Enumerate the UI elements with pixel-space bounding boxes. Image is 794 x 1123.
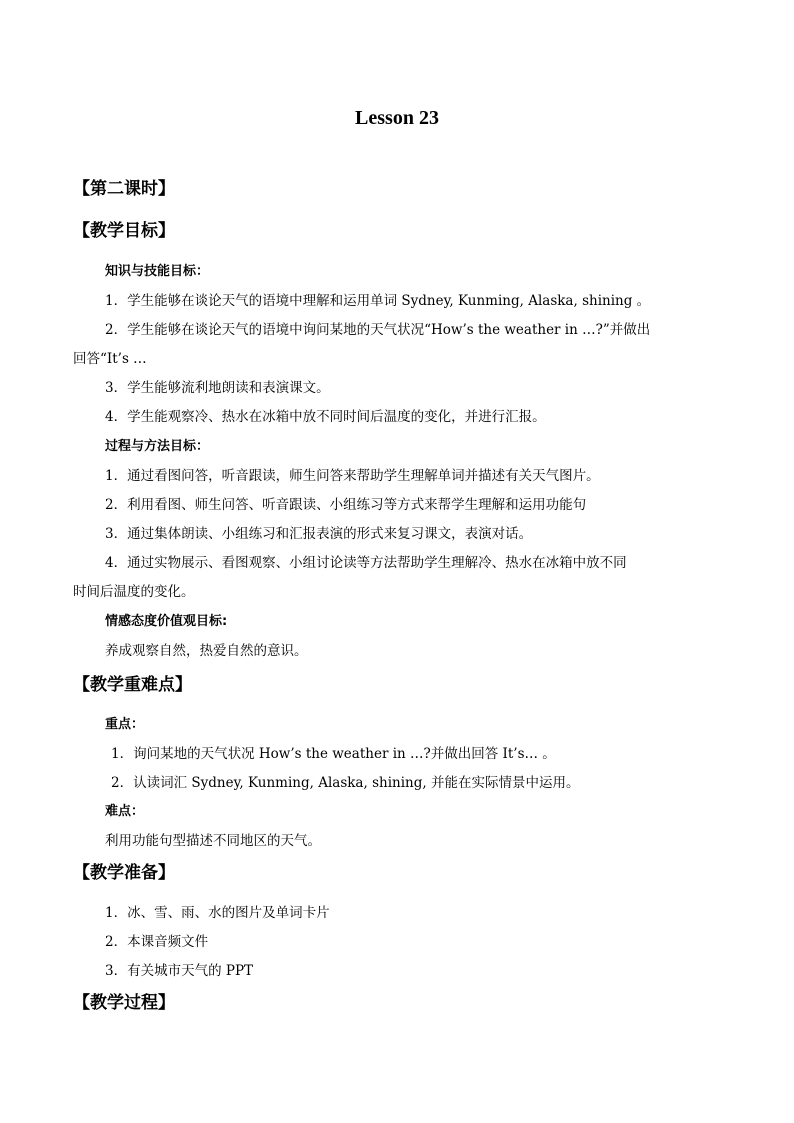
preparation-item: 3．有关城市天气的 PPT [105,963,254,979]
knowledge-item: 1．学生能够在谈论天气的语境中理解和运用单词 Sydney, Kunming, Alaska, shining 。 [105,293,651,309]
period-heading: 【第二课时】 [73,179,175,199]
knowledge-item: 4．学生能观察冷、热水在冰箱中放不同时间后温度的变化，并进行汇报。 [105,409,546,425]
process-item: 3．通过集体朗读、小组练习和汇报表演的形式来复习课文，表演对话。 [105,526,533,542]
process-item: 时间后温度的变化。 [73,584,195,600]
knowledge-item: 2．学生能够在谈论天气的语境中询问某地的天气状况“How’s the weather in …?”并做出 [105,322,651,338]
emotion-heading: 情感态度价值观目标: [105,614,228,629]
preparation-item: 1．冰、雪、雨、水的图片及单词卡片 [105,905,330,921]
preparation-item: 2．本课音频文件 [105,934,209,950]
process-heading: 过程与方法目标： [105,439,210,454]
focus-heading: 重点： [105,717,145,732]
difficulty-heading: 难点： [105,804,145,819]
difficulty-text: 利用功能句型描述不同地区的天气。 [105,833,321,849]
process-item: 4．通过实物展示、看图观察、小组讨论读等方法帮助学生理解冷、热水在冰箱中放不同 [105,555,627,571]
key-points-heading: 【教学重难点】 [73,675,192,695]
preparation-heading: 【教学准备】 [73,863,175,883]
process-item: 2．利用看图、师生问答、听音跟读、小组练习等方式来帮学生理解和运用功能句 [105,497,587,513]
teaching-process-heading: 【教学过程】 [73,993,175,1013]
knowledge-item: 回答“It’s … [73,351,147,367]
objectives-heading: 【教学目标】 [73,221,175,241]
lesson-title: Lesson 23 [355,107,439,129]
focus-item: 1．询问某地的天气状况 How’s the weather in …?并做出回答 It’s… 。 [111,746,556,762]
focus-item: 2．认读词汇 Sydney, Kunming, Alaska, shining, 并能在实际情景中运用。 [111,775,580,791]
process-item: 1．通过看图问答，听音跟读，师生问答来帮助学生理解单词并描述有关天气图片。 [105,468,600,484]
knowledge-item: 3．学生能够流利地朗读和表演课文。 [105,380,330,396]
knowledge-heading: 知识与技能目标： [105,264,210,279]
emotion-text: 养成观察自然，热爱自然的意识。 [105,643,308,659]
